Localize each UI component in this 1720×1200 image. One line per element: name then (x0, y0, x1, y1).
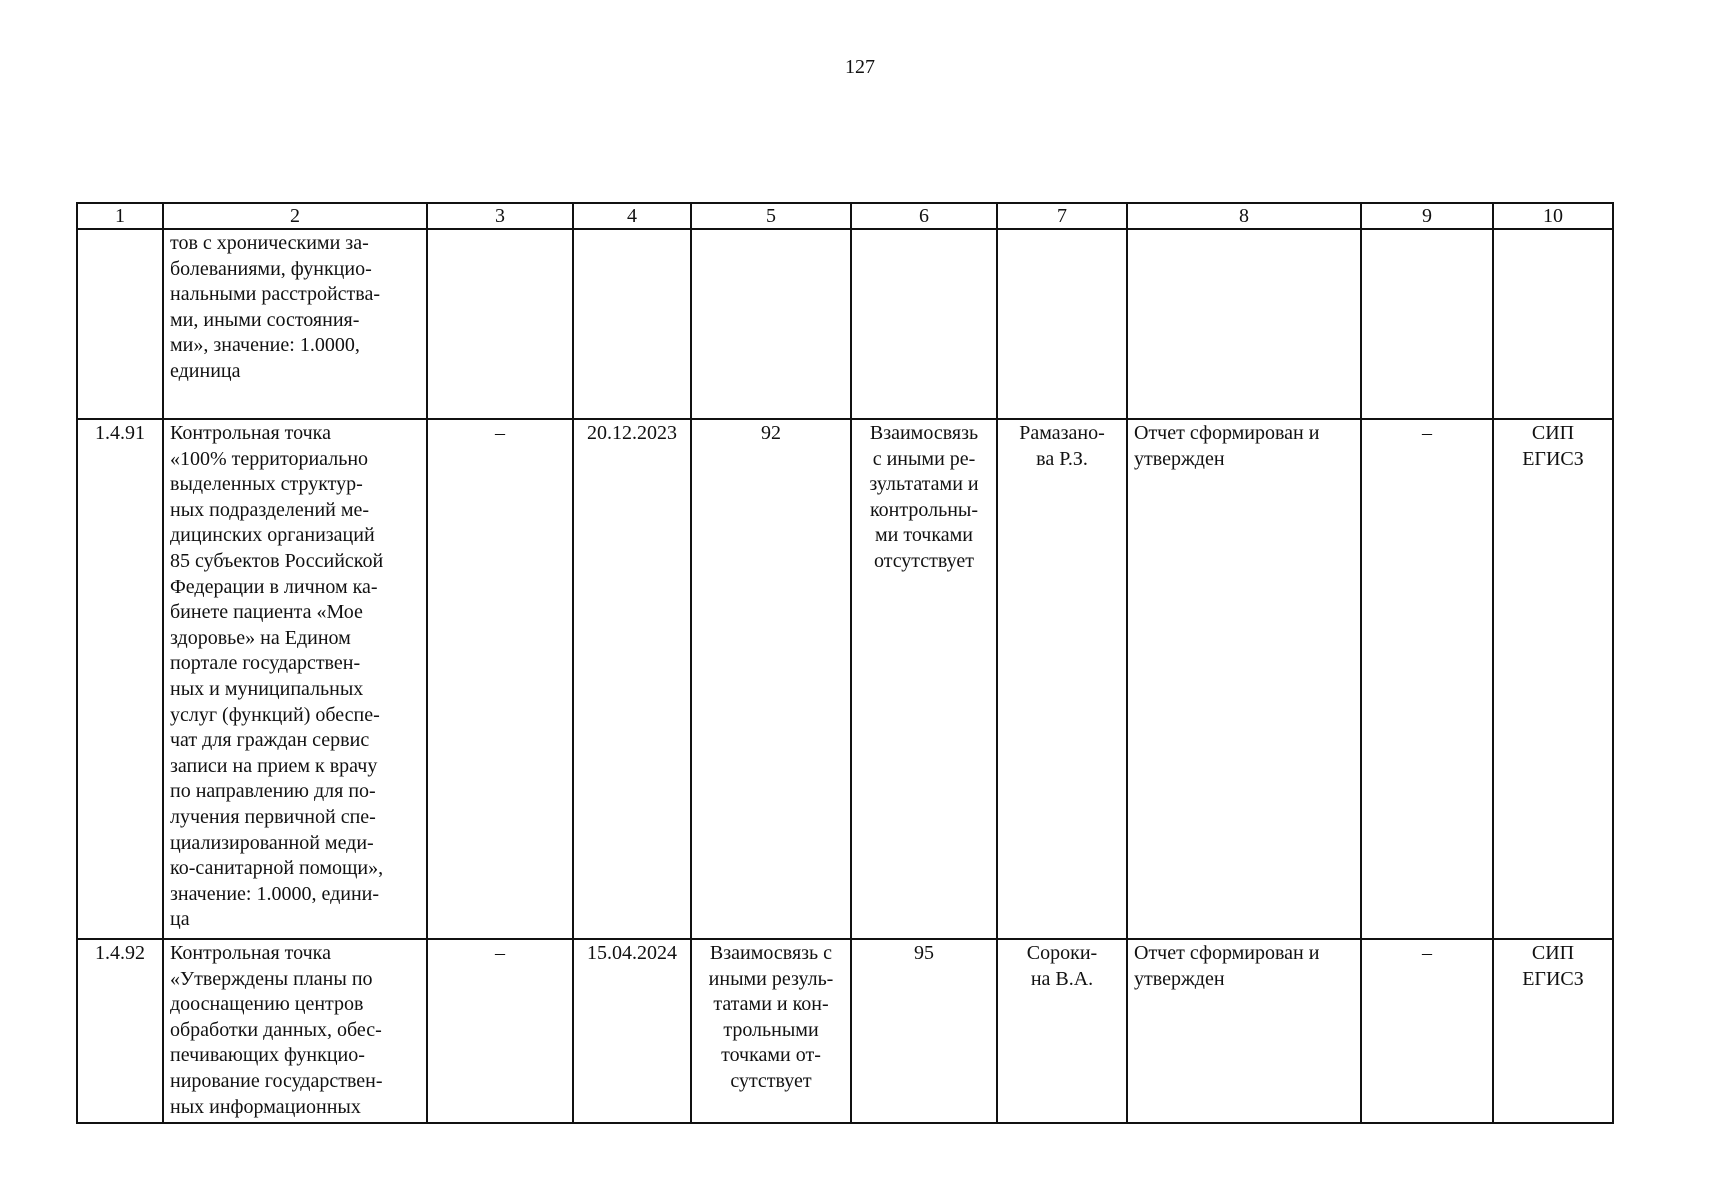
table-cell: 95 (851, 939, 997, 1123)
table-cell: – (427, 419, 573, 939)
description-cell: Контрольная точка «100% территориально выделенных структур- ных подразделений ме- дицинских организаций 85 субъектов Российской Федерации в личном ка- бинете пациента «Мое здоровье» на Едином портале государствен- ных и муниципальных услуг (функций) обеспе- чат для граждан сервис записи на прием к врачу по направлению для по- лучения первичной спе- циализированной меди- ко-санитарной помощи», значение: 1.0000, едини- ца (163, 419, 427, 939)
page-number: 127 (845, 56, 875, 78)
row-number: 1.4.91 (77, 419, 163, 939)
responsible-cell: Сороки- на В.А. (997, 939, 1127, 1123)
column-header: 3 (427, 203, 573, 229)
relation-cell: Взаимосвязь с иными резуль- татами и кон- трольными точками от- сутствует (691, 939, 851, 1123)
column-header: 9 (1361, 203, 1493, 229)
system-cell: СИП ЕГИСЗ (1493, 419, 1613, 939)
table-cell (1127, 229, 1361, 419)
table-cell (573, 229, 691, 419)
column-header: 2 (163, 203, 427, 229)
plan-table (76, 202, 1614, 1124)
table-row (77, 419, 1613, 939)
header-row (77, 203, 1613, 229)
table-cell (1361, 229, 1493, 419)
responsible-cell: Рамазано- ва Р.З. (997, 419, 1127, 939)
table-row (77, 939, 1613, 1123)
column-header: 1 (77, 203, 163, 229)
relation-cell: Взаимосвязь с иными ре- зультатами и контрольны- ми точками отсутствует (851, 419, 997, 939)
column-header: 8 (1127, 203, 1361, 229)
date-cell: 20.12.2023 (573, 419, 691, 939)
system-cell: СИП ЕГИСЗ (1493, 939, 1613, 1123)
table-cell: – (1361, 939, 1493, 1123)
table-cell (691, 229, 851, 419)
column-header: 6 (851, 203, 997, 229)
table-cell (851, 229, 997, 419)
column-header: 5 (691, 203, 851, 229)
table-cell: – (427, 939, 573, 1123)
table-cell (1493, 229, 1613, 419)
result-cell: Отчет сформирован и утвержден (1127, 419, 1361, 939)
date-cell: 15.04.2024 (573, 939, 691, 1123)
table-row (77, 229, 1613, 419)
table-cell (427, 229, 573, 419)
table-cell: 92 (691, 419, 851, 939)
row-number (77, 229, 163, 419)
description-cell: тов с хроническими за- болеваниями, функцио- нальными расстройства- ми, иными состояния- ми», значение: 1.0000, единица (163, 229, 427, 419)
result-cell: Отчет сформирован и утвержден (1127, 939, 1361, 1123)
table-cell: – (1361, 419, 1493, 939)
column-header: 7 (997, 203, 1127, 229)
description-cell: Контрольная точка «Утверждены планы по дооснащению центров обработки данных, обес- печивающих функцио- нирование государствен- ных информационных (163, 939, 427, 1123)
column-header: 4 (573, 203, 691, 229)
row-number: 1.4.92 (77, 939, 163, 1123)
column-header: 10 (1493, 203, 1613, 229)
table-cell (997, 229, 1127, 419)
